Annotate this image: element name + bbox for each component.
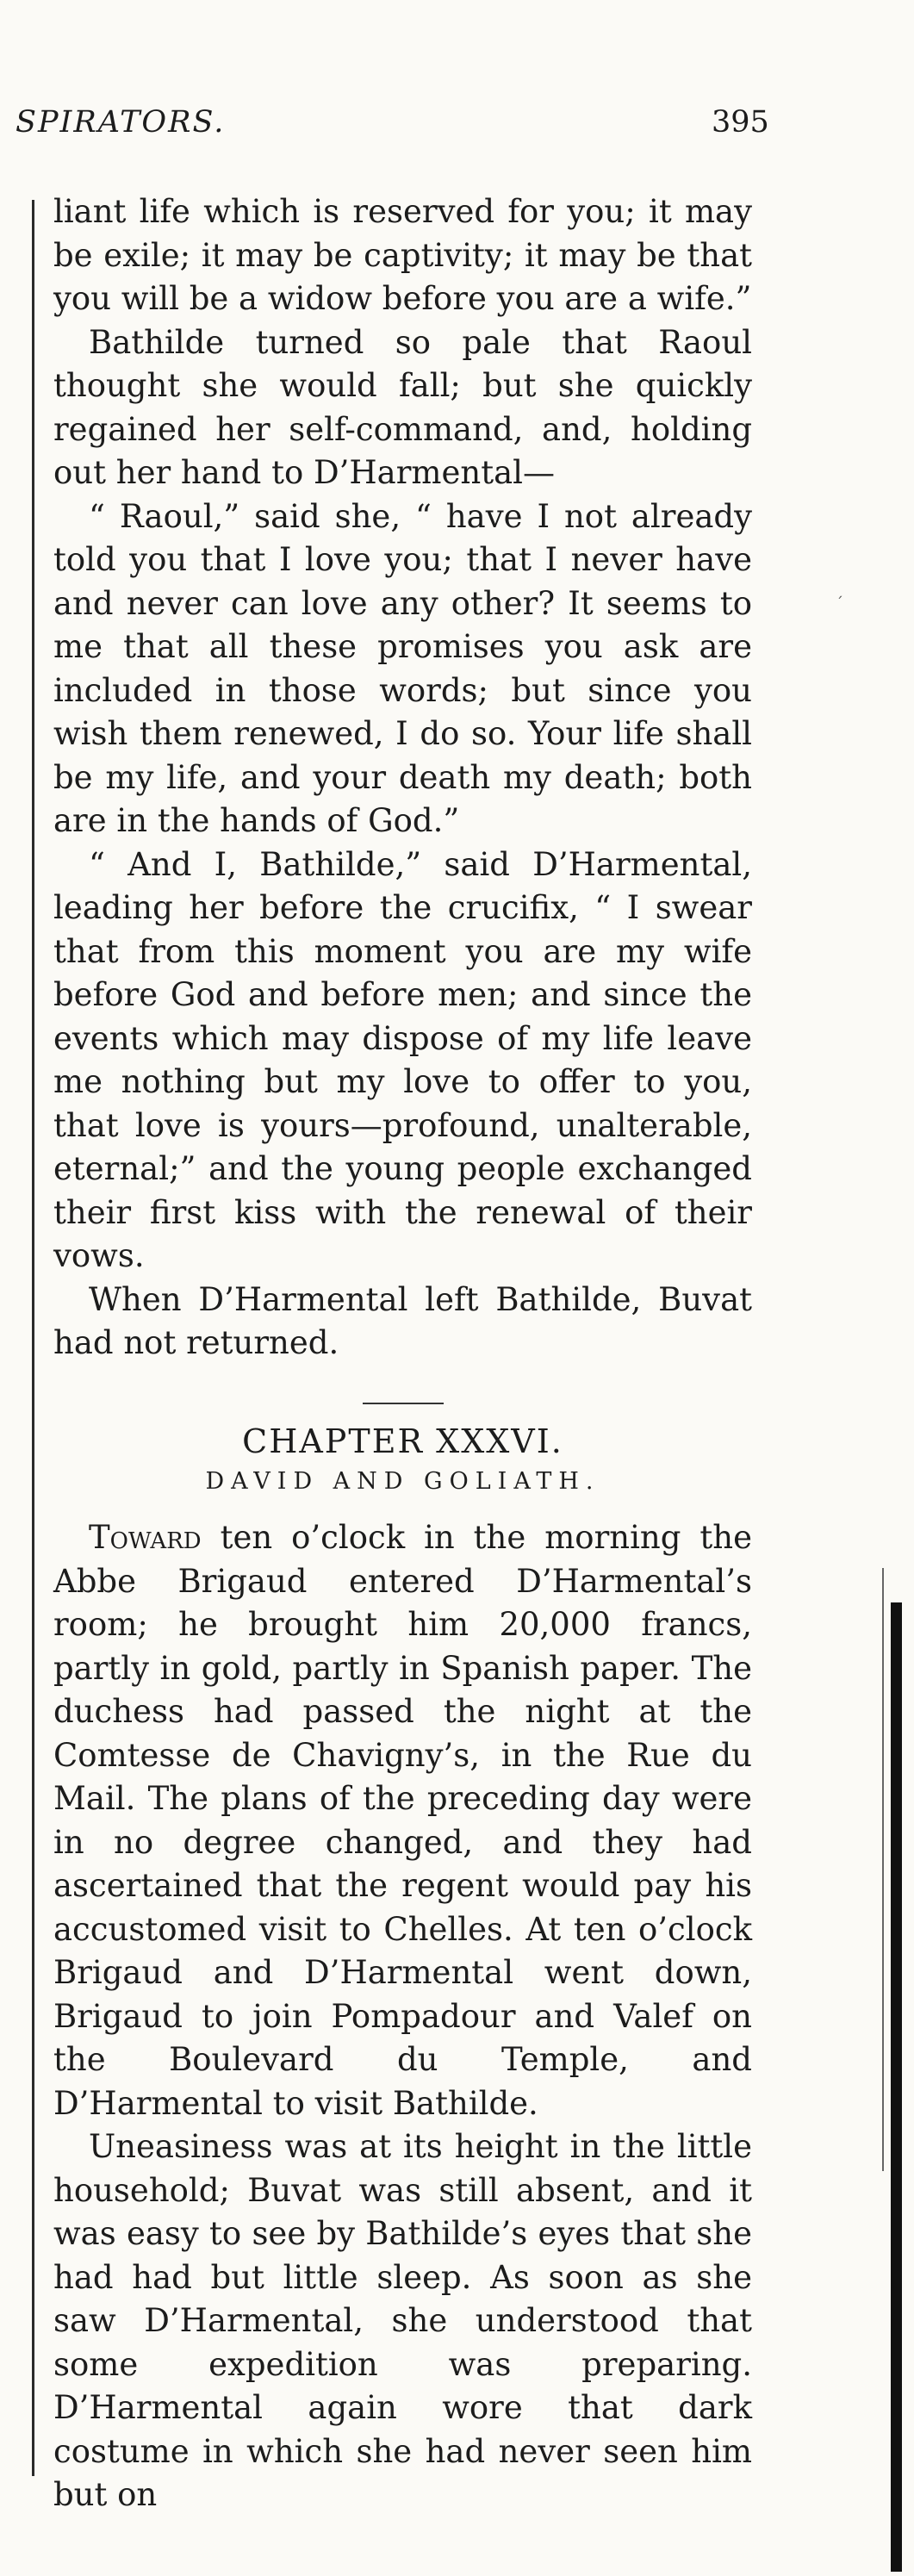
stray-mark: ˊ xyxy=(836,594,843,613)
paragraph: “ And I, Bathilde,” said D’Harmental, leading her before the crucifix, “ I swear that from this moment you are my wife before God and before men; and since the events which may dispose of my life leave me nothing but my love to offer to you, that love is yours—profound, unalterable, eternal;” and the young people exchanged their first kiss with the renewal of their vows. xyxy=(53,845,752,1274)
section-two xyxy=(53,1516,752,2517)
paragraph: Uneasiness was at its height in the little household; Buvat was still absent, and it was easy to see by Bathilde’s eyes that she had had but little sleep. As soon as she saw D’Harmental, she understood that some expedition was preparing. D’Harmental again wore that dark costume in which she had never seen him but on xyxy=(53,2128,752,2513)
chapter-opening-paragraph xyxy=(53,1516,752,2125)
opening-word: Toward xyxy=(89,1519,202,1556)
page-number: 395 xyxy=(712,105,769,140)
section-one xyxy=(53,190,752,1366)
running-title: SPIRATORS. xyxy=(16,105,226,140)
chapter-divider-rule xyxy=(363,1403,444,1404)
chapter-title: CHAPTER XXXVI. xyxy=(242,1422,563,1460)
chapter-header xyxy=(53,1403,752,1501)
left-margin-rule xyxy=(32,200,34,2476)
opening-paragraph-text: ten o’clock in the morning the Abbe Brigaud entered D’Harmental’s room; he brought him 20,000 francs, partly in gold, partly in Spanish paper. The duchess had passed the night at the Comtesse de Chavigny’s, in the Rue du Mail. The plans of the preceding day were in no degree changed, and they had ascertained that the regent would pay his accustomed visit to Chelles. At ten o’clock Brigaud and D’Harmental went down, Brigaud to join Pompadour and Valef on the Boulevard du Temple, and D’Harmental to visit Bathilde. xyxy=(53,1519,752,2122)
right-edge-shadow xyxy=(882,1568,884,2171)
paragraph: Bathilde turned so pale that Raoul thought she would fall; but she quickly regained her self-command, and, holding out her hand to D’Harmental— xyxy=(53,323,752,491)
paragraph-continuation: liant life which is reserved for you; it may be exile; it may be captivity; it may be that you will be a widow before you are a wife.” xyxy=(53,193,752,317)
chapter-subtitle: DAVID AND GOLIATH. xyxy=(205,1468,600,1495)
paragraph: When D’Harmental left Bathilde, Buvat had not returned. xyxy=(53,1280,752,1361)
right-edge-binding-mark xyxy=(891,1602,902,2572)
paragraph: “ Raoul,” said she, “ have I not already told you that I love you; that I never have and never can love any other? It seems to me that all these promises you ask are included in those words; but since you wish them renewed, I do so. Your life shall be my life, and your death my death; both are in the hands of God.” xyxy=(53,497,752,839)
